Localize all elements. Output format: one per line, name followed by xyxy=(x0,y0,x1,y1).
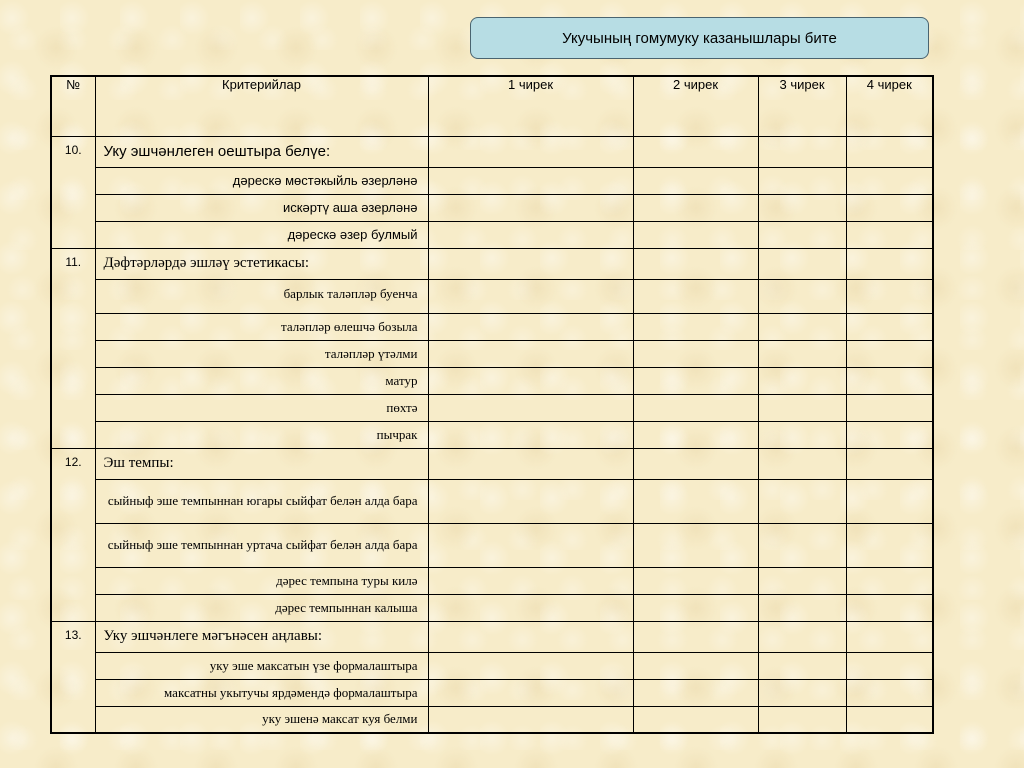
criterion-label: дәрескә әзер булмый xyxy=(95,221,428,248)
criterion-row xyxy=(51,367,933,394)
criterion-label: дәрес темпыннан калыша xyxy=(95,594,428,621)
grade-cell[interactable] xyxy=(428,421,633,448)
grade-cell[interactable] xyxy=(428,221,633,248)
grade-cell[interactable] xyxy=(633,221,758,248)
header-quarter-2: 2 чирек xyxy=(633,76,758,136)
grade-cell[interactable] xyxy=(846,652,933,679)
criterion-label: искәртү аша әзерләнә xyxy=(95,194,428,221)
grade-cell[interactable] xyxy=(758,679,846,706)
section-row xyxy=(51,448,933,479)
criterion-label: пөхтә xyxy=(95,394,428,421)
grade-cell[interactable] xyxy=(846,523,933,567)
criterion-row xyxy=(51,479,933,523)
grade-cell[interactable] xyxy=(758,136,846,167)
grade-cell[interactable] xyxy=(846,421,933,448)
section-row xyxy=(51,136,933,167)
criterion-label: таләпләр үтәлми xyxy=(95,340,428,367)
grade-cell[interactable] xyxy=(428,448,633,479)
criterion-row xyxy=(51,394,933,421)
grade-cell[interactable] xyxy=(633,621,758,652)
grade-cell[interactable] xyxy=(846,479,933,523)
grade-cell[interactable] xyxy=(758,394,846,421)
criterion-row xyxy=(51,340,933,367)
section-row xyxy=(51,621,933,652)
grade-cell[interactable] xyxy=(758,167,846,194)
grade-cell[interactable] xyxy=(428,479,633,523)
criterion-row xyxy=(51,567,933,594)
grade-cell[interactable] xyxy=(633,194,758,221)
grade-cell[interactable] xyxy=(758,313,846,340)
grade-cell[interactable] xyxy=(846,194,933,221)
grade-cell[interactable] xyxy=(758,621,846,652)
grade-cell[interactable] xyxy=(633,479,758,523)
criterion-label: уку эшенә максат куя белми xyxy=(95,706,428,733)
grade-cell[interactable] xyxy=(758,248,846,279)
criterion-label: сыйныф эше темпыннан югары сыйфат белән алда бара xyxy=(95,479,428,523)
grade-cell[interactable] xyxy=(846,594,933,621)
grade-cell[interactable] xyxy=(428,279,633,313)
grade-cell[interactable] xyxy=(428,706,633,733)
grade-cell[interactable] xyxy=(846,340,933,367)
grade-cell[interactable] xyxy=(428,523,633,567)
grade-cell[interactable] xyxy=(633,679,758,706)
criterion-row xyxy=(51,194,933,221)
grade-cell[interactable] xyxy=(758,367,846,394)
header-criteria: Критерийлар xyxy=(95,76,428,136)
section-number: 10. xyxy=(51,136,95,248)
grade-cell[interactable] xyxy=(758,340,846,367)
criterion-label: барлык таләпләр буенча xyxy=(95,279,428,313)
grade-cell[interactable] xyxy=(758,194,846,221)
grade-cell[interactable] xyxy=(846,567,933,594)
grade-cell[interactable] xyxy=(633,313,758,340)
section-heading: Уку эшчәнлеген оештыра белүе: xyxy=(95,136,428,167)
criterion-label: дәрескә мөстәкыйль әзерләнә xyxy=(95,167,428,194)
grade-cell[interactable] xyxy=(428,367,633,394)
grade-cell[interactable] xyxy=(633,706,758,733)
header-quarter-3: 3 чирек xyxy=(758,76,846,136)
grade-cell[interactable] xyxy=(428,567,633,594)
section-number: 13. xyxy=(51,621,95,733)
grade-cell[interactable] xyxy=(428,394,633,421)
grade-cell[interactable] xyxy=(428,167,633,194)
criterion-row xyxy=(51,594,933,621)
page-title: Укучының гомумуку казанышлары бите xyxy=(470,17,929,59)
grade-cell[interactable] xyxy=(846,394,933,421)
criterion-row xyxy=(51,523,933,567)
grade-cell[interactable] xyxy=(633,340,758,367)
section-row xyxy=(51,248,933,279)
criterion-row xyxy=(51,679,933,706)
grade-cell[interactable] xyxy=(428,136,633,167)
grade-cell[interactable] xyxy=(428,679,633,706)
grade-cell[interactable] xyxy=(633,567,758,594)
criterion-row xyxy=(51,652,933,679)
grade-cell[interactable] xyxy=(758,594,846,621)
grade-cell[interactable] xyxy=(758,706,846,733)
criterion-label: таләпләр өлешчә бозыла xyxy=(95,313,428,340)
header-quarter-4: 4 чирек xyxy=(846,76,933,136)
criterion-row xyxy=(51,279,933,313)
grade-cell[interactable] xyxy=(846,136,933,167)
grade-cell[interactable] xyxy=(846,706,933,733)
criterion-label: уку эше максатын үзе формалаштыра xyxy=(95,652,428,679)
grade-cell[interactable] xyxy=(633,394,758,421)
criterion-row xyxy=(51,167,933,194)
criterion-row xyxy=(51,706,933,733)
grade-cell[interactable] xyxy=(758,652,846,679)
grade-cell[interactable] xyxy=(633,523,758,567)
grade-cell[interactable] xyxy=(633,279,758,313)
criterion-row xyxy=(51,221,933,248)
grade-cell[interactable] xyxy=(846,367,933,394)
section-heading: Эш темпы: xyxy=(95,448,428,479)
achievement-table xyxy=(50,75,934,734)
header-quarter-1: 1 чирек xyxy=(428,76,633,136)
criterion-label: пычрак xyxy=(95,421,428,448)
criterion-row xyxy=(51,421,933,448)
grade-cell[interactable] xyxy=(758,421,846,448)
grade-cell[interactable] xyxy=(846,448,933,479)
grade-cell[interactable] xyxy=(758,221,846,248)
grade-cell[interactable] xyxy=(633,136,758,167)
grade-cell[interactable] xyxy=(428,194,633,221)
header-row xyxy=(51,76,933,136)
grade-cell[interactable] xyxy=(846,279,933,313)
grade-cell[interactable] xyxy=(846,167,933,194)
criterion-label: дәрес темпына туры килә xyxy=(95,567,428,594)
grade-cell[interactable] xyxy=(428,313,633,340)
grade-cell[interactable] xyxy=(633,594,758,621)
grade-cell[interactable] xyxy=(846,221,933,248)
grade-cell[interactable] xyxy=(428,652,633,679)
section-number: 12. xyxy=(51,448,95,621)
section-heading: Дәфтәрләрдә эшләү эстетикасы: xyxy=(95,248,428,279)
grade-cell[interactable] xyxy=(633,367,758,394)
grade-cell[interactable] xyxy=(633,652,758,679)
grade-cell[interactable] xyxy=(758,279,846,313)
grade-cell[interactable] xyxy=(846,248,933,279)
criterion-label: сыйныф эше темпыннан уртача сыйфат белән алда бара xyxy=(95,523,428,567)
grade-cell[interactable] xyxy=(846,621,933,652)
header-number: № xyxy=(51,76,95,136)
grade-cell[interactable] xyxy=(428,594,633,621)
grade-cell[interactable] xyxy=(846,679,933,706)
grade-cell[interactable] xyxy=(633,248,758,279)
criterion-row xyxy=(51,313,933,340)
grade-cell[interactable] xyxy=(633,448,758,479)
section-heading: Уку эшчәнлеге мәгънәсен аңлавы: xyxy=(95,621,428,652)
grade-cell[interactable] xyxy=(428,340,633,367)
grade-cell[interactable] xyxy=(846,313,933,340)
criterion-label: матур xyxy=(95,367,428,394)
grade-cell[interactable] xyxy=(758,448,846,479)
criterion-label: максатны укытучы ярдәмендә формалаштыра xyxy=(95,679,428,706)
grade-cell[interactable] xyxy=(428,248,633,279)
grade-cell[interactable] xyxy=(633,167,758,194)
section-number: 11. xyxy=(51,248,95,448)
grade-cell[interactable] xyxy=(633,421,758,448)
grade-cell[interactable] xyxy=(428,621,633,652)
grade-cell[interactable] xyxy=(758,523,846,567)
grade-cell[interactable] xyxy=(758,479,846,523)
grade-cell[interactable] xyxy=(758,567,846,594)
